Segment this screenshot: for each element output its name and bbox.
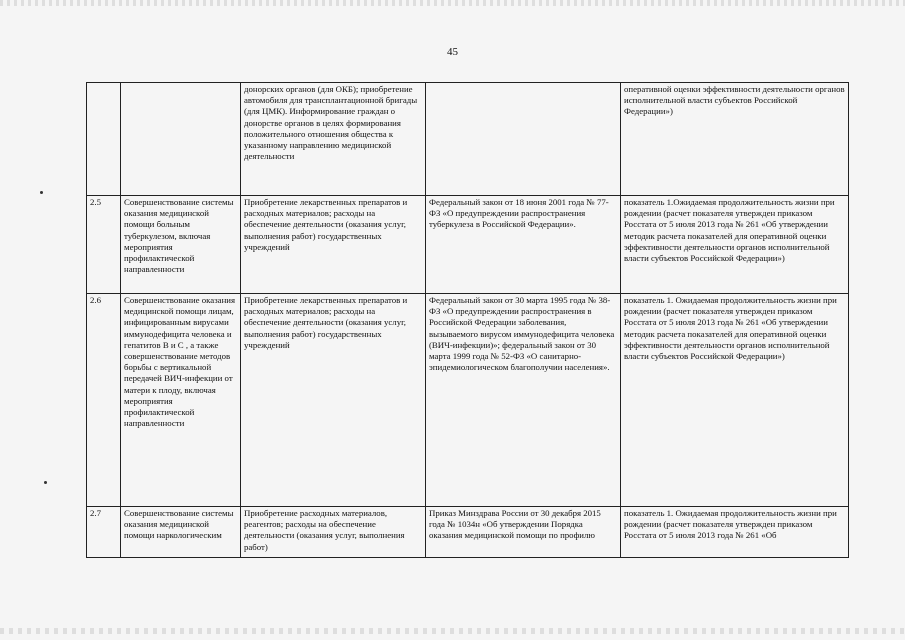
scan-edge-top: [0, 0, 905, 6]
row-number-cell: 2.5: [87, 196, 121, 294]
activity-cell: донорских органов (для ОКБ); приобретение автомобиля для трансплантационной бригады (для ЦМК). Информирование граждан о донорстве органов в целях формирования положительного отношения общества к указанному направлению медицинской деятельности: [241, 83, 426, 196]
activity-cell: Приобретение лекарственных препаратов и расходных материалов; расходы на обеспечение деятельности (оказания услуг, выполнения работ) государственных учреждений: [241, 294, 426, 507]
legal-basis-cell: [426, 83, 621, 196]
legal-basis-cell: Федеральный закон от 30 марта 1995 года № 38-ФЗ «О предупреждении распространения в Российской Федерации заболевания, вызываемого вирусом иммунодефицита человека (ВИЧ-инфекции)»; федеральный закон от 30 марта 1999 года № 52-ФЗ «О санитарно-эпидемиологическом благополучии населения».: [426, 294, 621, 507]
indicator-cell: показатель 1.Ожидаемая продолжительность жизни при рождении (расчет показателя утвержден приказом Росстата от 5 июля 2013 года № 261 «Об утверждении методик расчета показателей для оперативной оценки эффективности деятельности органов исполнительной власти субъектов Российской Федерации»): [621, 196, 849, 294]
activity-cell: Приобретение расходных материалов, реагентов; расходы на обеспечение деятельности (оказания услуг, выполнения работ): [241, 507, 426, 558]
table-row: [87, 196, 849, 294]
table-row: [87, 507, 849, 558]
measure-name-cell: [121, 83, 241, 196]
row-number-cell: 2.6: [87, 294, 121, 507]
legal-basis-cell: Приказ Минздрава России от 30 декабря 2015 года № 1034н «Об утверждении Порядка оказания медицинской помощи по профилю: [426, 507, 621, 558]
margin-dot: [40, 191, 43, 194]
row-number-cell: [87, 83, 121, 196]
indicator-cell: показатель 1. Ожидаемая продолжительность жизни при рождении (расчет показателя утвержден приказом Росстата от 5 июля 2013 года № 261 «Об: [621, 507, 849, 558]
indicator-cell: показатель 1. Ожидаемая продолжительность жизни при рождении (расчет показателя утвержден приказом Росстата от 5 июля 2013 года № 261 «Об утверждении методик расчета показателей для оперативной оценки эффективности деятельности органов исполнительной власти субъектов Российской Федерации»): [621, 294, 849, 507]
margin-dot: [44, 481, 47, 484]
page-number: 45: [447, 46, 458, 58]
measures-table: [86, 82, 849, 558]
scan-edge-bottom: [0, 628, 905, 634]
measure-name-cell: Совершенствование системы оказания медицинской помощи больным туберкулезом, включая мероприятия профилактической направленности: [121, 196, 241, 294]
activity-cell: Приобретение лекарственных препаратов и расходных материалов; расходы на обеспечение деятельности (оказания услуг, выполнения работ) государственных учреждений: [241, 196, 426, 294]
measure-name-cell: Совершенствование оказания медицинской помощи лицам, инфицированным вирусами иммунодефицита человека и гепатитов В и С , а также совершенствование методов борьбы с вертикальной передачей ВИЧ-инфекции от матери к плоду, включая мероприятия профилактической направленности: [121, 294, 241, 507]
legal-basis-cell: Федеральный закон от 18 июня 2001 года № 77-ФЗ «О предупреждении распространения туберкулеза в Российской Федерации».: [426, 196, 621, 294]
table-row: [87, 294, 849, 507]
table-row: [87, 83, 849, 196]
measure-name-cell: Совершенствование системы оказания медицинской помощи наркологическим: [121, 507, 241, 558]
row-number-cell: 2.7: [87, 507, 121, 558]
indicator-cell: оперативной оценки эффективности деятельности органов исполнительной власти субъектов Российской Федерации»): [621, 83, 849, 196]
